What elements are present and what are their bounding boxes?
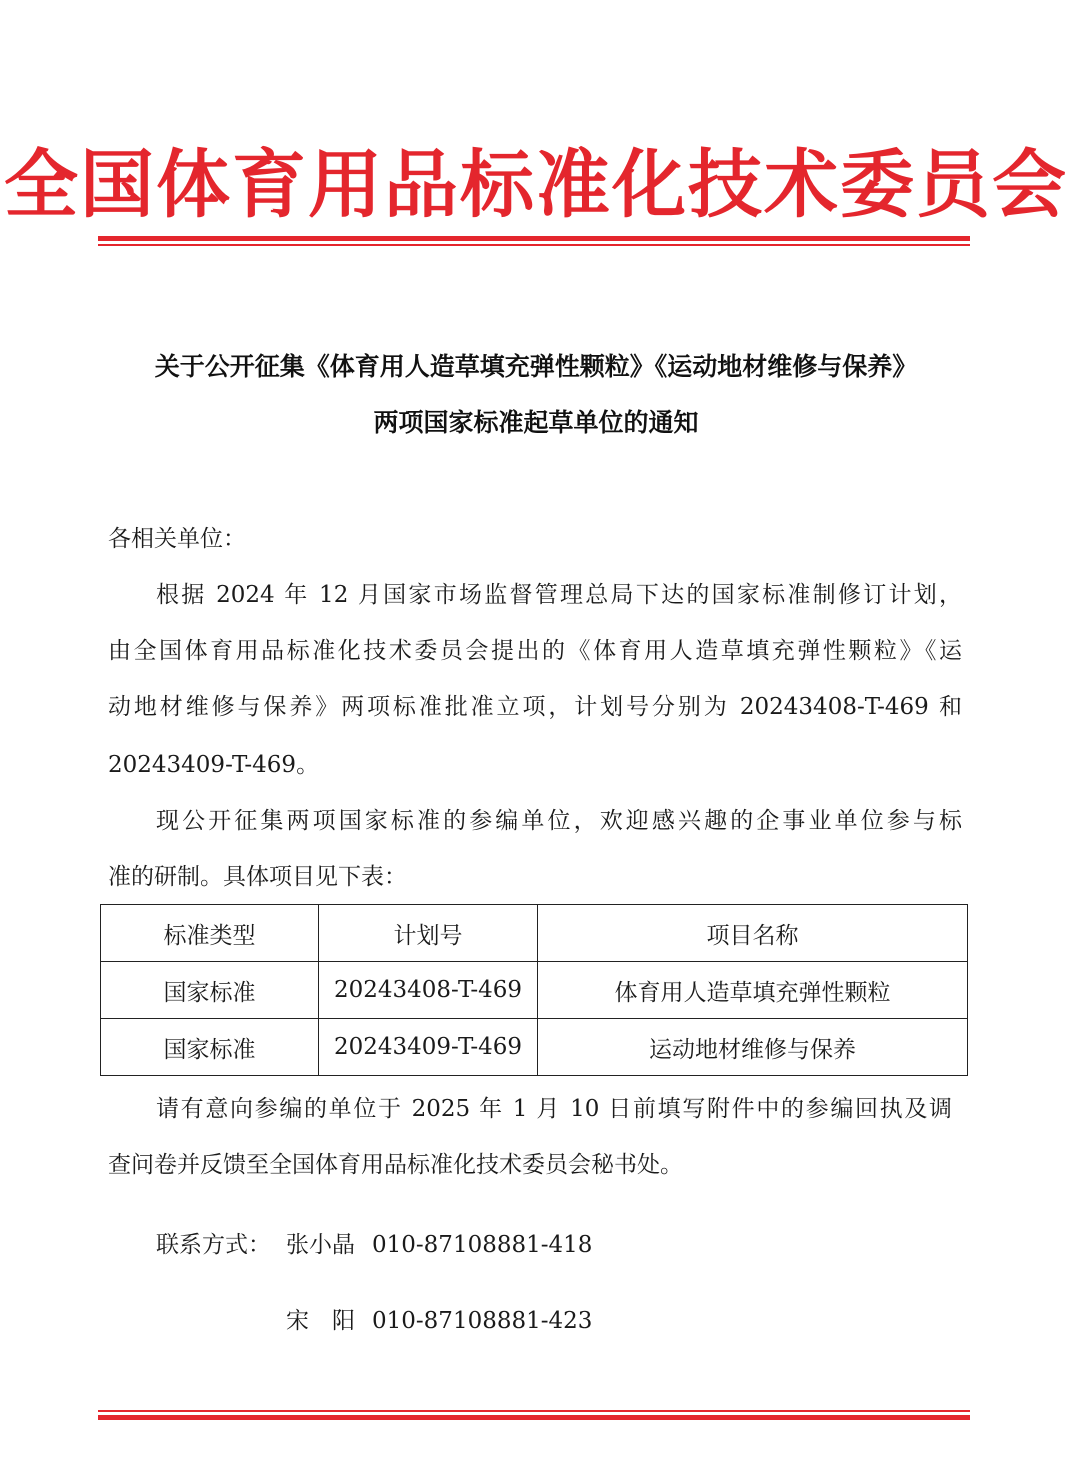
footer-rule-thin — [98, 1410, 970, 1412]
paragraph1-line4: 20243409-T-469。 — [108, 752, 320, 778]
paragraph3-line1: 请有意向参编的单位于 2025 年 1 月 10 日前填写附件中的参编回执及调 — [156, 1096, 952, 1122]
paragraph1-line3: 动地材维修与保养》两项标准批准立项，计划号分别为 20243408-T-469 和 — [108, 694, 962, 720]
table-row — [101, 962, 968, 1019]
table-cell: 运动地材维修与保养 — [538, 1019, 968, 1076]
standards-table — [100, 904, 968, 1076]
letterhead-rule-thick — [98, 236, 970, 241]
footer-rule-thick — [98, 1415, 970, 1420]
letterhead-rule-thin — [98, 244, 970, 246]
table-cell: 国家标准 — [101, 1019, 319, 1076]
table-header-row — [101, 905, 968, 962]
contact-label: 联系方式： — [156, 1232, 271, 1258]
paragraph2-line2: 准的研制。具体项目见下表： — [108, 864, 407, 890]
paragraph3-line2: 查问卷并反馈至全国体育用品标准化技术委员会秘书处。 — [108, 1152, 683, 1178]
contact-person1-phone: 010-87108881-418 — [372, 1232, 593, 1258]
table-cell: 20243409-T-469 — [319, 1019, 538, 1076]
table-header-cell: 项目名称 — [538, 905, 968, 962]
salutation: 各相关单位： — [108, 526, 246, 552]
contact-person1-name: 张小晶 — [286, 1232, 355, 1258]
table-cell: 国家标准 — [101, 962, 319, 1019]
paragraph1-line2: 由全国体育用品标准化技术委员会提出的《体育用人造草填充弹性颗粒》《运 — [108, 638, 962, 664]
contact-person2-name: 宋 阳 — [286, 1308, 355, 1334]
paragraph2-line1: 现公开征集两项国家标准的参编单位，欢迎感兴趣的企事业单位参与标 — [156, 808, 962, 834]
table-header-cell: 标准类型 — [101, 905, 319, 962]
contact-person2-phone: 010-87108881-423 — [372, 1308, 593, 1334]
table-cell: 20243408-T-469 — [319, 962, 538, 1019]
table-row — [101, 1019, 968, 1076]
table-header-cell: 计划号 — [319, 905, 538, 962]
table-cell: 体育用人造草填充弹性颗粒 — [538, 962, 968, 1019]
notice-title-line2: 两项国家标准起草单位的通知 — [373, 408, 699, 437]
paragraph1-line1: 根据 2024 年 12 月国家市场监督管理总局下达的国家标准制修订计划， — [156, 582, 962, 608]
notice-title-line1: 关于公开征集《体育用人造草填充弹性颗粒》《运动地材维修与保养》 — [154, 352, 918, 381]
letterhead-org-name: 全国体育用品标准化技术委员会 — [4, 142, 1068, 228]
